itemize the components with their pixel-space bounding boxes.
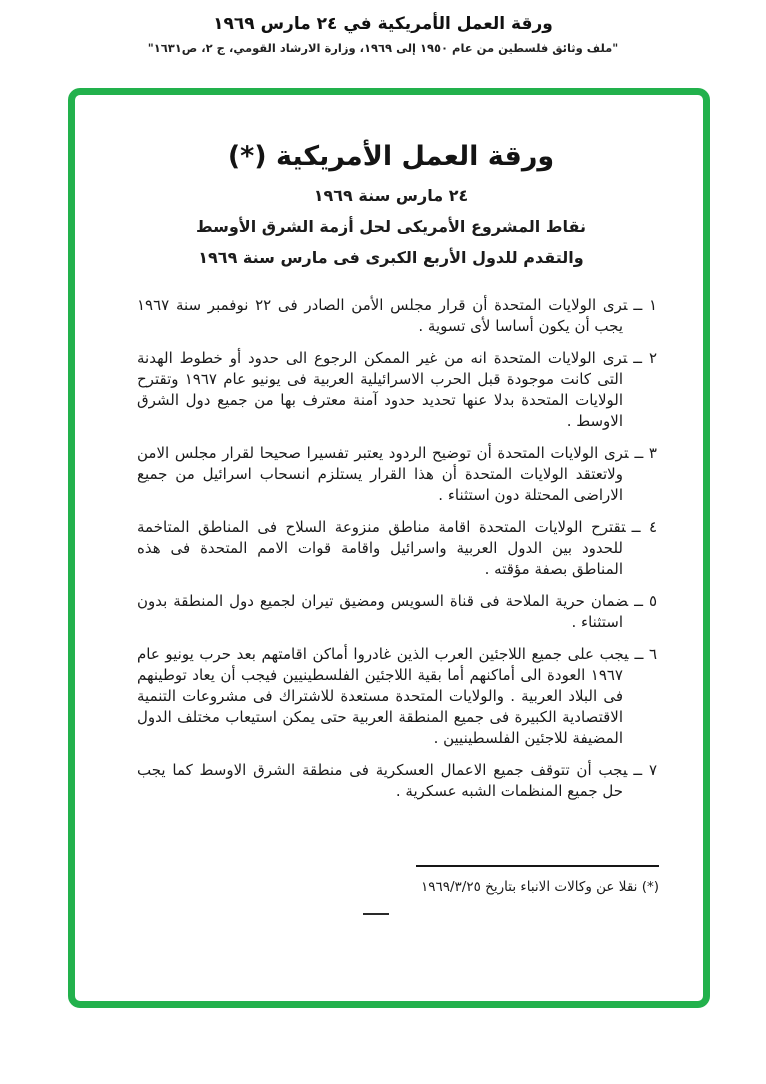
document-title: ورقة العمل الأمريكية (*) bbox=[227, 141, 555, 172]
document-subtitle-2: والتقدم للدول الأربع الكبرى فى مارس سنة ١٩٦٩ bbox=[198, 248, 584, 267]
item-text: تقترح الولايات المتحدة اقامة مناطق منزوعة السلاح فى المناطق المتاخمة للحدود بين الدول العربية واسرائيل واقامة قوات الامم المتحدة فى هذه المناطق بصفة مؤقته . bbox=[137, 518, 626, 578]
item-number: ٣ ــ bbox=[634, 444, 657, 462]
page-header bbox=[0, 14, 766, 55]
item-text: ترى الولايات المتحدة أن قرار مجلس الأمن الصادر فى ٢٢ نوفمبر سنة ١٩٦٧ يجب أن يكون أساسا لأى تسوية . bbox=[137, 296, 628, 335]
list-item bbox=[137, 348, 657, 432]
item-text: ترى الولايات المتحدة انه من غير الممكن الرجوع الى حدود أو خطوط الهدنة التى كانت موجودة قبل الحرب الاسرائيلية العربية فى يونيو عام ١٩٦٧ وتقترح الولايات المتحدة بدلا عنها تحديد حدود آمنة معترف بها من جميع دول الشرق الاوسط . bbox=[137, 349, 628, 430]
items-list bbox=[121, 295, 661, 802]
list-item bbox=[137, 591, 657, 633]
footnote-area bbox=[319, 865, 659, 895]
list-item bbox=[137, 295, 657, 337]
footnote-text: (*) نقلا عن وكالات الانباء بتاريخ ١٩٦٩/٣/٢٥ bbox=[420, 879, 659, 895]
item-text: يجب على جميع اللاجئين العرب الذين غادروا أماكن اقامتهم بعد حرب يونيو عام ١٩٦٧ العودة الى أماكنهم أما بقية اللاجئين الفلسطينيين فيجب أن يعاد توطينهم فى البلاد العربية . والولايات المتحدة مستعدة للاشتراك فى مشروعات التنمية الاقتصادية الكبيرة فى جميع المنطقة العربية حتى يمكن استيعاب مختلف الدول المضيفة للاجئين الفلسطينيين . bbox=[137, 645, 629, 747]
list-item bbox=[137, 517, 657, 580]
document-content bbox=[75, 95, 703, 1001]
item-number: ٥ ــ bbox=[634, 592, 657, 610]
list-item bbox=[137, 644, 657, 749]
footnote-date-underline bbox=[363, 913, 389, 915]
document-subtitle-1: نقاط المشروع الأمريكى لحل أزمة الشرق الأوسط bbox=[195, 217, 587, 236]
page-title: ورقة العمل الأمريكية في ٢٤ مارس ١٩٦٩ bbox=[213, 14, 553, 34]
item-text: ضمان حرية الملاحة فى قناة السويس ومضيق تيران لجميع دول المنطقة بدون استثناء . bbox=[137, 592, 629, 631]
list-item bbox=[137, 760, 657, 802]
item-number: ٢ ــ bbox=[633, 349, 657, 367]
document-frame bbox=[68, 88, 710, 1008]
item-number: ١ ــ bbox=[633, 296, 657, 314]
item-number: ٤ ــ bbox=[631, 518, 658, 536]
list-item bbox=[137, 443, 657, 506]
footnote-rule bbox=[416, 865, 659, 867]
source-citation: "ملف وثائق فلسطين من عام ١٩٥٠ إلى ١٩٦٩، وزارة الارشاد القومي، ج ٢، ص١٦٣١" bbox=[147, 41, 619, 55]
item-text: يجب أن تتوقف جميع الاعمال العسكرية فى منطقة الشرق الاوسط كما يجب حل جميع المنظمات الشبه عسكرية . bbox=[137, 761, 628, 800]
item-number: ٦ ــ bbox=[634, 645, 657, 663]
item-number: ٧ ــ bbox=[633, 761, 658, 779]
document-date: ٢٤ مارس سنة ١٩٦٩ bbox=[313, 186, 469, 205]
item-text: ترى الولايات المتحدة أن توضيح الردود يعتبر تفسيرا صحيحا لقرار مجلس الامن ولاتعتقد الولايات المتحدة أن هذا القرار يستلزم انسحاب اسرائيل من جميع الاراضى المحتلة دون استثناء . bbox=[137, 444, 629, 504]
